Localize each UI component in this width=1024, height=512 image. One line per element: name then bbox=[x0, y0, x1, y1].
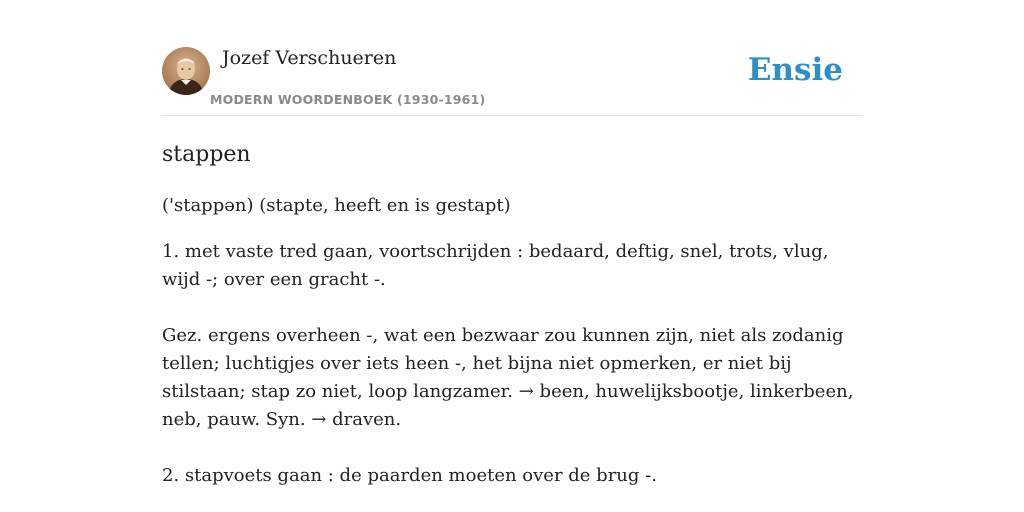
entry-body bbox=[162, 192, 862, 490]
entry-headword: stappen bbox=[162, 142, 251, 167]
definition-paragraph-3: 2. stapvoets gaan : de paarden moeten over de brug -. bbox=[162, 465, 657, 486]
author-portrait-icon bbox=[162, 47, 210, 95]
author-avatar[interactable] bbox=[162, 47, 210, 95]
header-divider bbox=[162, 115, 862, 116]
definition-paragraph-1: 1. met vaste tred gaan, voortschrijden : bedaard, deftig, snel, trots, vlug, wijd -; over een gracht -. bbox=[162, 241, 829, 290]
paragraph-spacer bbox=[162, 434, 862, 462]
paragraph-spacer bbox=[162, 294, 862, 322]
entry-pronunciation: ('stappən) (stapte, heeft en is gestapt) bbox=[162, 195, 511, 216]
site-logo[interactable]: Ensie bbox=[747, 52, 843, 88]
definition-paragraph-2: Gez. ergens overheen -, wat een bezwaar zou kunnen zijn, niet als zodanig tellen; luchtigjes over iets heen -, het bijna niet opmerken, er niet bij stilstaan; stap zo niet, loop langzamer. → been, huwelijksbootje, linkerbeen, neb, pauw. Syn. → draven. bbox=[162, 325, 854, 430]
author-name[interactable]: Jozef Verschueren bbox=[222, 47, 397, 69]
source-label[interactable]: MODERN WOORDENBOEK (1930-1961) bbox=[210, 92, 486, 107]
